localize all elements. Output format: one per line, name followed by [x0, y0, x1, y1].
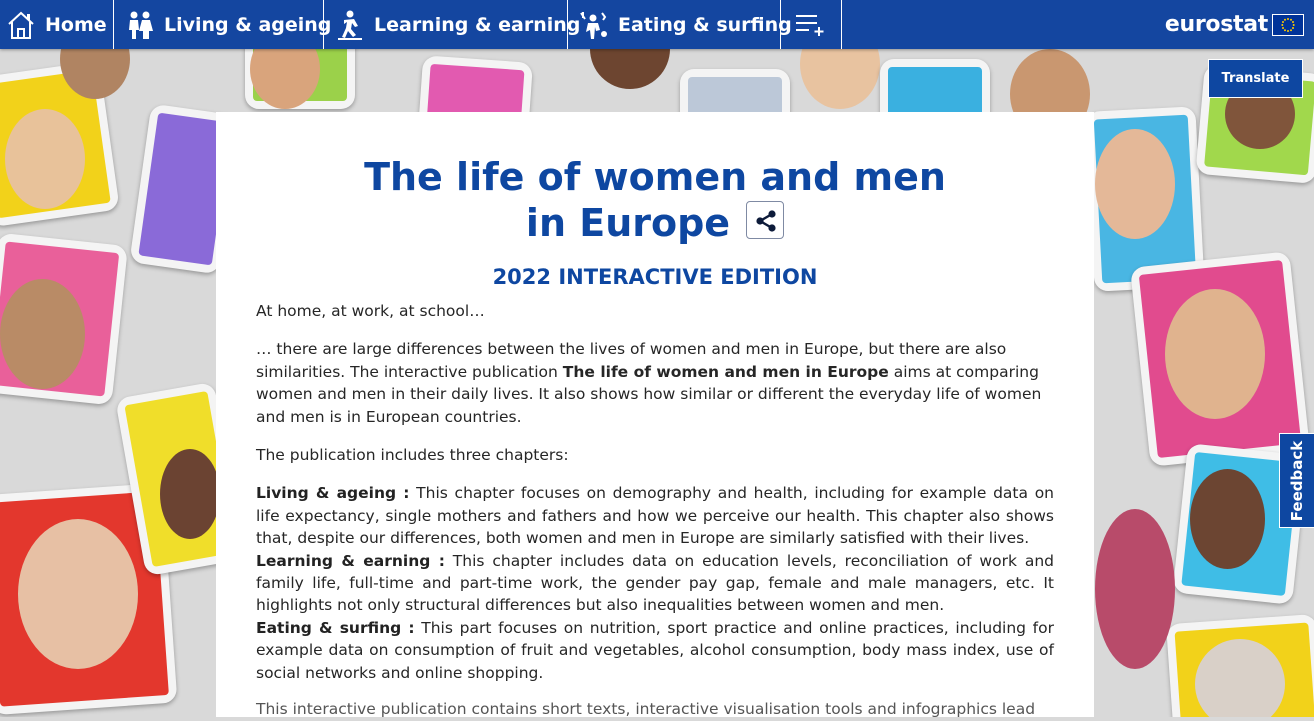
face-photo	[1095, 129, 1175, 239]
closing-paragraph: This interactive publication contains short texts, interactive visualisation tools and infographics lead	[256, 700, 1036, 719]
eurostat-logo[interactable]	[1165, 0, 1314, 49]
top-nav	[0, 0, 1314, 49]
playlist-add-icon	[795, 14, 827, 36]
nav-eating-surfing[interactable]	[568, 0, 792, 49]
feedback-label: Feedback	[1288, 440, 1307, 521]
chapter-desc: This chapter focuses on demography and health, including for example data on life expectancy, single mothers and fathers and how we perceive our health. This chapter also shows that, despite our differences, both women and men in Europe are similarly satisfied with their lives.	[256, 484, 1054, 548]
page-title	[256, 154, 1054, 246]
chapter-desc: This part focuses on nutrition, sport practice and online practices, including for example data on consumption of fruit and vegetables, alcohol consumption, body mass index, use of social networks and online shopping.	[256, 618, 1054, 682]
brand-name: eurostat	[1164, 12, 1268, 37]
nav-learning-earning[interactable]	[324, 0, 581, 49]
eu-flag-icon	[1272, 14, 1304, 36]
face-photo	[1095, 509, 1175, 669]
face-photo	[1190, 469, 1265, 569]
title-line-1: The life of women and men	[364, 155, 946, 199]
lead-text-1: … there are large differences between the lives of women and men in Europe, but there are also similarities. The interactive publication	[256, 340, 1007, 381]
face-photo	[160, 449, 220, 539]
face-photo	[1165, 289, 1265, 419]
lead-paragraph	[256, 338, 1054, 428]
face-photo	[800, 49, 880, 109]
nav-living-ageing[interactable]	[114, 0, 332, 49]
face-photo	[590, 49, 670, 89]
home-icon	[7, 10, 35, 40]
chapters-intro: The publication includes three chapters:	[256, 446, 569, 465]
intro-line: At home, at work, at school…	[256, 302, 485, 320]
intro-card	[216, 112, 1094, 717]
face-photo	[18, 519, 138, 669]
face-photo	[5, 109, 85, 209]
menu-button[interactable]	[781, 0, 842, 49]
people-icon	[126, 10, 154, 40]
lead-text-2: aims at comparing women and men in their daily lives. It also shows how similar or different the everyday life of women and men is in European countries.	[256, 362, 1042, 426]
share-button[interactable]	[746, 201, 784, 239]
chapter-eating	[256, 617, 1054, 684]
nav-learning-label: Learning & earning	[374, 13, 581, 36]
intro-text	[256, 300, 1054, 721]
chapter-name: Living & ageing :	[256, 484, 410, 503]
nav-living-label: Living & ageing	[164, 13, 332, 36]
feedback-tab[interactable]	[1279, 433, 1314, 528]
translate-button[interactable]: Translate	[1208, 59, 1303, 98]
nav-home[interactable]	[0, 0, 114, 49]
lead-bold-title: The life of women and men in Europe	[562, 362, 889, 381]
climbing-person-icon	[336, 10, 364, 40]
chapter-learning	[256, 550, 1054, 617]
activity-icon	[578, 10, 608, 40]
face-photo	[0, 279, 85, 389]
title-line-2: in Europe	[525, 201, 731, 245]
chapter-name: Learning & earning :	[256, 551, 445, 570]
nav-eating-label: Eating & surfing	[618, 13, 792, 36]
nav-home-label: Home	[45, 13, 107, 36]
chapter-name: Eating & surfing :	[256, 618, 415, 637]
chapters-list	[256, 482, 1054, 684]
chapter-living	[256, 482, 1054, 549]
edition-subtitle: 2022 INTERACTIVE EDITION	[492, 265, 818, 289]
chapter-desc: This chapter includes data on education levels, reconciliation of work and family life, full-time and part-time work, the gender pay gap, female and male managers, etc. It highlights not only structural differences but also inequalities between women and men.	[256, 551, 1054, 615]
